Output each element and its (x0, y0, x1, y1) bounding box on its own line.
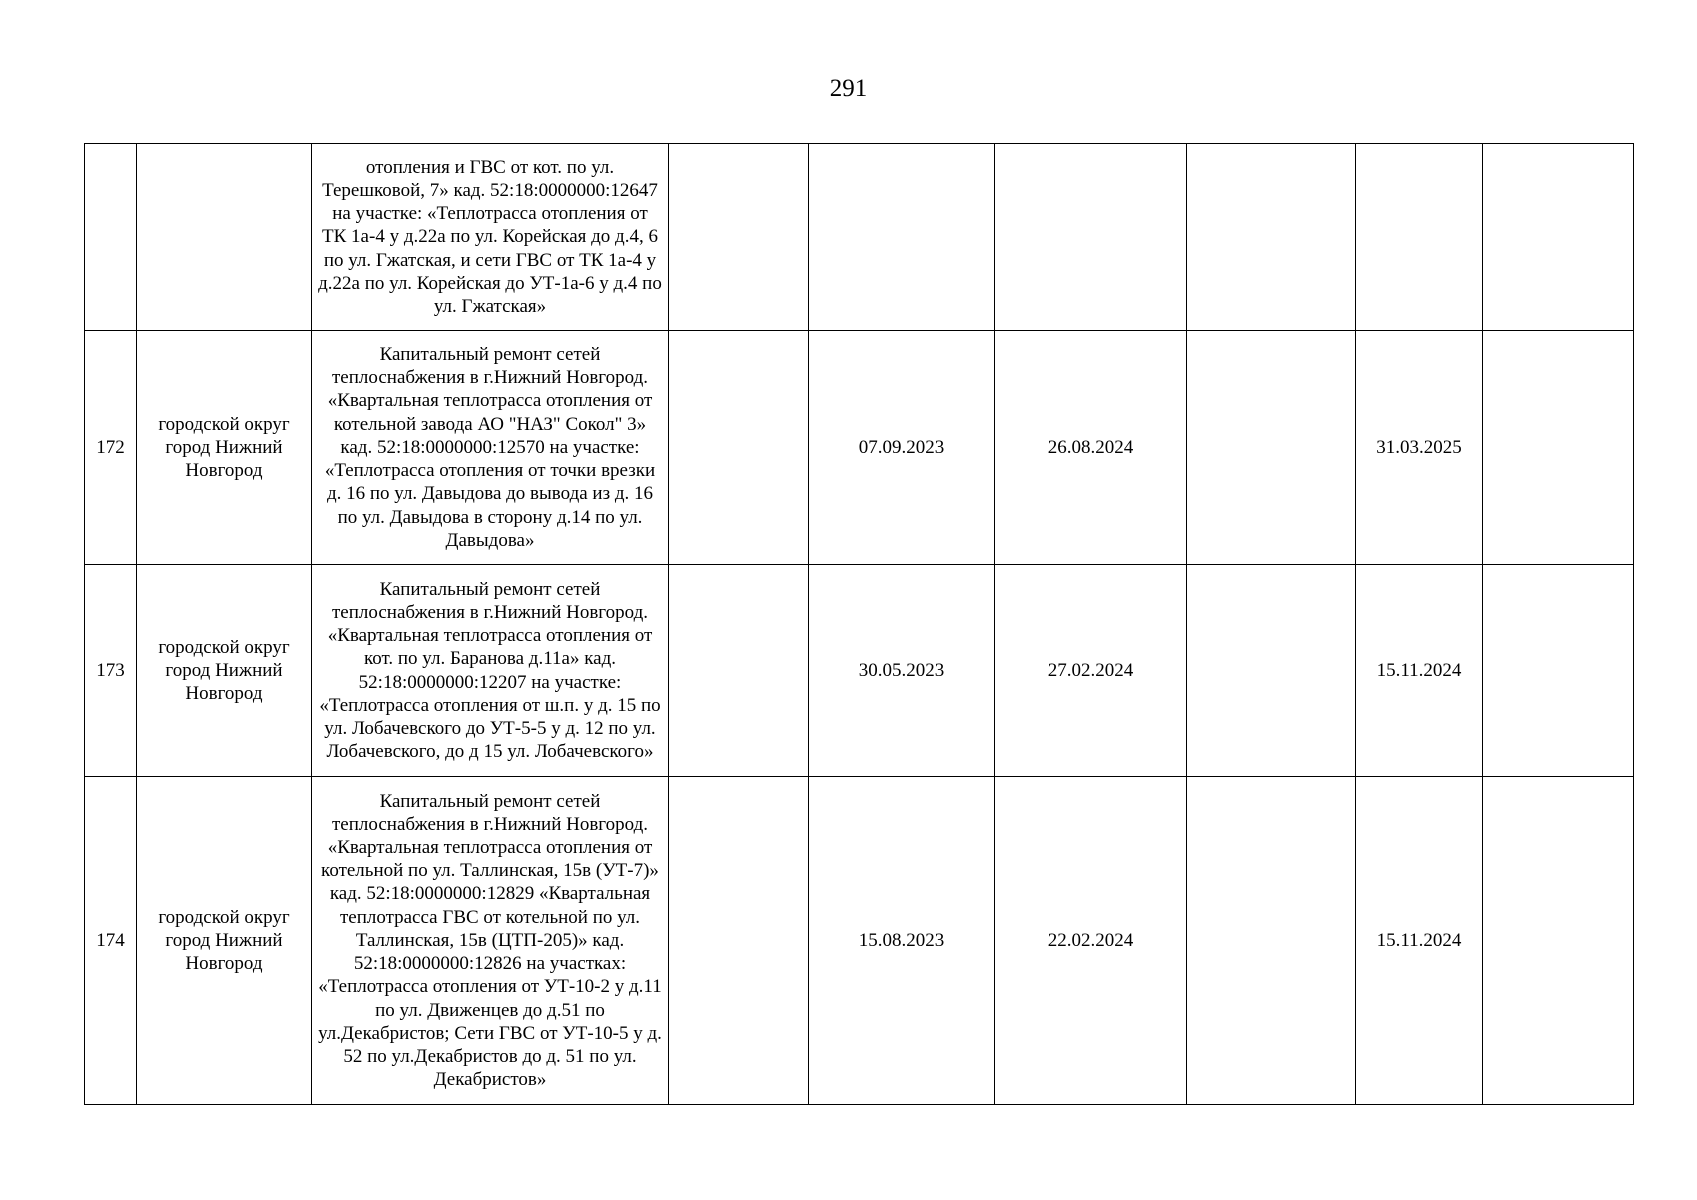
page-number: 291 (829, 75, 868, 102)
works-table (84, 143, 1634, 1105)
row-number-cell (85, 144, 137, 331)
municipality-cell: городской округ город Нижний Новгород (137, 777, 312, 1105)
column-8-cell: 15.11.2024 (1356, 777, 1483, 1105)
row-number-cell: 174 (85, 777, 137, 1105)
municipality-cell: городской округ город Нижний Новгород (137, 331, 312, 565)
column-9-cell (1483, 777, 1634, 1105)
municipality-cell (137, 144, 312, 331)
column-6-cell: 22.02.2024 (995, 777, 1187, 1105)
column-5-cell (809, 144, 995, 331)
description-cell: Капитальный ремонт сетей теплоснабжения в г.Нижний Новгород. «Квартальная теплотрасса отопления от кот. по ул. Баранова д.11а» кад. 52:18:0000000:12207 на участке: «Теплотрасса отопления от ш.п. у д. 15 по ул. Лобачевского до УТ-5-5 у д. 12 по ул. Лобачевского, до д 15 ул. Лобачевского» (312, 565, 669, 777)
column-5-cell: 30.05.2023 (809, 565, 995, 777)
row-number-cell: 173 (85, 565, 137, 777)
description-cell: отопления и ГВС от кот. по ул. Терешковой, 7» кад. 52:18:0000000:12647 на участке: «Теплотрасса отопления от ТК 1а-4 у д.22а по ул. Корейская до д.4, 6 по ул. Гжатская, и сети ГВС от ТК 1а-4 у д.22а по ул. Корейская до УТ-1а-6 у д.4 по ул. Гжатская» (312, 144, 669, 331)
column-5-cell: 07.09.2023 (809, 331, 995, 565)
column-8-cell (1356, 144, 1483, 331)
column-7-cell (1187, 565, 1356, 777)
column-4-cell (669, 331, 809, 565)
column-7-cell (1187, 777, 1356, 1105)
column-7-cell (1187, 144, 1356, 331)
column-9-cell (1483, 331, 1634, 565)
column-8-cell: 15.11.2024 (1356, 565, 1483, 777)
column-4-cell (669, 777, 809, 1105)
row-number-cell: 172 (85, 331, 137, 565)
column-4-cell (669, 144, 809, 331)
table-row (85, 565, 1634, 777)
description-cell: Капитальный ремонт сетей теплоснабжения в г.Нижний Новгород. «Квартальная теплотрасса отопления от котельной по ул. Таллинская, 15в (УТ-7)» кад. 52:18:0000000:12829 «Квартальная теплотрасса ГВС от котельной по ул. Таллинская, 15в (ЦТП-205)» кад. 52:18:0000000:12826 на участках: «Теплотрасса отопления от УТ-10-2 у д.11 по ул. Движенцев до д.51 по ул.Декабристов; Сети ГВС от УТ-10-5 у д. 52 по ул.Декабристов до д. 51 по ул. Декабристов» (312, 777, 669, 1105)
table-row (85, 331, 1634, 565)
column-6-cell: 27.02.2024 (995, 565, 1187, 777)
column-6-cell: 26.08.2024 (995, 331, 1187, 565)
description-cell: Капитальный ремонт сетей теплоснабжения в г.Нижний Новгород. «Квартальная теплотрасса отопления от котельной завода АО "НАЗ" Сокол" 3» кад. 52:18:0000000:12570 на участке: «Теплотрасса отопления от точки врезки д. 16 по ул. Давыдова до вывода из д. 16 по ул. Давыдова в сторону д.14 по ул. Давыдова» (312, 331, 669, 565)
municipality-cell: городской округ город Нижний Новгород (137, 565, 312, 777)
column-6-cell (995, 144, 1187, 331)
column-8-cell: 31.03.2025 (1356, 331, 1483, 565)
column-4-cell (669, 565, 809, 777)
column-7-cell (1187, 331, 1356, 565)
column-5-cell: 15.08.2023 (809, 777, 995, 1105)
column-9-cell (1483, 144, 1634, 331)
table-row (85, 777, 1634, 1105)
table-row (85, 144, 1634, 331)
column-9-cell (1483, 565, 1634, 777)
